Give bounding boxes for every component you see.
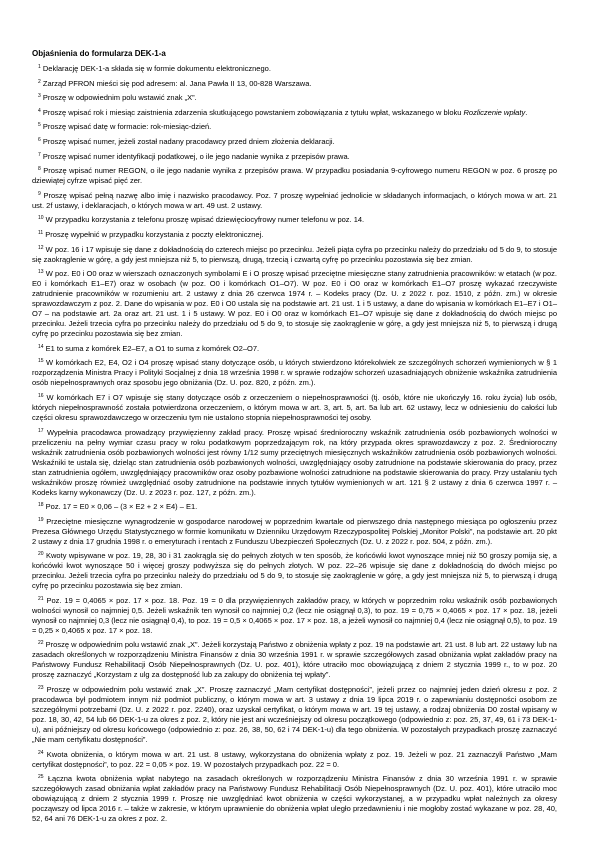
footnote-12	[32, 245, 557, 265]
footnote-text: W poz. E0 i O0 oraz w wierszach oznaczonych symbolami E i O proszę wpisać przeciętne miesięczne stany zatrudnienia pracowników: w etatach (w poz. E0 i komórkach E1–E7) oraz w osobach (w poz. O0 i komórkach O1–O7). W poz. E0 i O0 oraz w komórkach E1–O7 proszę wykazać rzeczywiste zatrudnienie pracowników w rozumieniu art. 2 ustawy z dnia 26 czerwca 1974 r. – Kodeks pracy (Dz. U. z 2022 r. poz. 1510, z późn. zm.) w okresie sprawozdawczym z poz. 2. Dane do wpisania w poz. E0 i O0 ustala się na podstawie art. 21 ust. 1 i 5 ustawy, a dane do wpisania w komórkach E1–E7 i O1–O7 – na podstawie art. 2a oraz art. 21 ust. 1 i 5 ustawy. W poz. E0 i O0 oraz w komórkach E1–O7 wpisuje się dane z dokładnością do dwóch miejsc po przecinku. Jeżeli trzecia cyfra po przecinku należy do przedziału od 5 do 9, to stosuje się zaokrąglenie w górę, a gdy jest mniejsza niż 5, to pierwszą i drugą cyfrę po przecinku pozostawia się bez zmian.	[32, 269, 557, 339]
footnote-text: W komórkach E2, E4, O2 i O4 proszę wpisać stany dotyczące osób, u których stwierdzono którekolwiek ze szczególnych schorzeń wymienionych w § 1 rozporządzenia Ministra Pracy i Polityki Socjalnej z dnia 18 września 1998 r. w sprawie rodzajów schorzeń uzasadniających obniżenie wskaźnika zatrudnienia osób niepełnosprawnych oraz sposobu jego obniżania (Dz. U. poz. 820, z późn. zm.).	[32, 358, 557, 388]
footnote-14	[32, 344, 557, 354]
footnote-text: Proszę wpisać numer, jeżeli został nadany pracodawcy przed dniem złożenia deklaracji.	[42, 136, 335, 146]
footnote-number: 25	[38, 774, 44, 781]
footnote-text: Proszę wpisać rok i miesiąc zaistnienia zdarzenia skutkującego powstaniem zobowiązania z tytułu wpłat, wskazanego w bloku	[42, 107, 464, 117]
footnotes-list	[32, 64, 557, 824]
footnote-number: 2	[38, 78, 41, 85]
footnote-22	[32, 640, 557, 680]
footnote-number: 22	[38, 640, 44, 647]
footnote-18	[32, 502, 557, 512]
footnote-3	[32, 93, 557, 103]
footnote-number: 20	[38, 551, 44, 558]
footnote-text: Zarząd PFRON mieści się pod adresem: al. Jana Pawła II 13, 00-828 Warszawa.	[42, 78, 312, 88]
footnote-21	[32, 596, 557, 636]
footnote-number: 18	[38, 502, 44, 509]
footnote-17	[32, 428, 557, 498]
footnote-number: 5	[38, 122, 41, 129]
footnote-text: Poz. 19 = 0,4065 × poz. 17 × poz. 18. Poz. 19 = 0 dla przywięziennych zakładów pracy, w których w poprzednim roku wskaźnik osób pozbawionych wolności wynosił co najmniej 0,5. Jeżeli wskaźnik ten wynosił co najmniej 0,2 (lecz nie osiągnął 0,3), to poz. 19 = 0,75 × 0,4065 × poz. 17 × poz. 18, jeżeli wynosił co najmniej 0,3 (lecz nie osiągnął 0,4), to poz. 19 = 0,5 × 0,4065 × poz. 17 × poz. 18, a jeżeli wynosił co najmniej 0,4 (lecz nie osiągnął 0,5), to poz. 19 = 0,25 × 0,4065 x poz. 17 × poz. 18.	[32, 595, 557, 635]
footnote-number: 15	[38, 358, 44, 365]
footnote-9	[32, 191, 557, 211]
footnote-number: 14	[38, 343, 44, 350]
footnote-20	[32, 551, 557, 591]
footnote-text: E1 to suma z komórek E2–E7, a O1 to suma z komórek O2–O7.	[45, 343, 260, 353]
footnote-7	[32, 152, 557, 162]
footnote-4	[32, 108, 557, 118]
footnote-number: 16	[38, 392, 44, 399]
footnote-text: Kwoty wpisywane w poz. 19, 28, 30 i 31 zaokrągla się do pełnych złotych w ten sposób, że końcówki kwot wynoszące mniej niż 50 groszy pomija się, a końcówki kwot wynoszące 50 i więcej groszy podwyższa się do pełnych złotych. W poz. 22–26 wpisuje się dane z dokładnością do dwóch miejsc po przecinku. Jeżeli trzecia cyfra po przecinku należy do przedziału od 5 do 9, to stosuje się zaokrąglenie w górę, a gdy jest mniejsza niż 5, to pierwszą i drugą cyfrę po przecinku pozostawia się bez zmian.	[32, 551, 557, 591]
footnote-text: Proszę wpisać numer identyfikacji podatkowej, o ile jego nadanie wynika z przepisów prawa.	[42, 151, 350, 161]
footnote-13	[32, 269, 557, 339]
footnote-text: Łączna kwota obniżenia wpłat nabytego na zasadach określonych w rozporządzeniu Ministra Finansów z dnia 30 września 1991 r. w sprawie szczegółowych zasad obniżania wpłat zakładów pracy na Państwowy Fundusz Rehabilitacji Osób Niepełnosprawnych (Dz. U. poz. 401), które utraciło moc obowiązującą z dniem 2 stycznia 1999 r. Proszę nie uwzględniać kwot obniżenia w części wykorzystanej, a w przypadku wpłat należnych za okresy począwszy od lipca 2016 r. – także w zakresie, w którym uprawnienie do obniżenia wpłat uległo przedawnieniu i nie mogłoby zostać wykazane w poz. 28, 40, 52, 64 ani 76 DEK-1-u za okres z poz. 2.	[32, 774, 557, 824]
footnote-number: 23	[38, 685, 44, 692]
footnote-number: 6	[38, 136, 41, 143]
footnote-text: .	[525, 107, 528, 117]
footnote-number: 1	[38, 64, 41, 70]
footnote-number: 7	[38, 151, 41, 158]
footnote-15	[32, 358, 557, 388]
footnote-number: 17	[38, 427, 44, 434]
footnote-number: 24	[38, 749, 44, 756]
footnote-text: Proszę wpisać datę w formacie: rok-miesiąc-dzień.	[42, 122, 212, 132]
footnote-text: W komórkach E7 i O7 wpisuje się stany dotyczące osób z orzeczeniem o niepełnosprawności (tj. osób, które nie ukończyły 16. roku życia) lub osób, których niepełnosprawność została potwierdzona orzeczeniem, o którym mowa w art. 3, art. 5, art. 5a lub art. 62 ustawy, lecz w odniesieniu do całości lub części okresu sprawozdawczego w orzeczeniu tym nie ustalono stopnia niepełnosprawności tej osoby.	[32, 392, 557, 422]
footnote-text: Wypełnia pracodawca prowadzący przywięzienny zakład pracy. Proszę wpisać średnioroczny wskaźnik zatrudnienia osób pozbawionych wolności w przeliczeniu na pełny wymiar czasu pracy w roku podatkowym poprzedzającym rok, na który przypada okres sprawozdawczy z poz. 2. Średnioroczny wskaźnik zatrudnienia osób pozbawionych wolności jest równy 1/12 sumy przeciętnych miesięcznych wskaźników zatrudnienia osób pozbawionych wolności. Wskaźniki te ustala się, dzieląc stan zatrudnienia osób pozbawionych wolności, uwzględniający osoby zatrudnione na podstawie skierowania do pracy, przez stan zatrudnienia ogółem, uwzględniający pracowników oraz osoby pozbawione wolności zatrudnione na podstawie skierowania do pracy. Przy ustalaniu tych wskaźników proszę również uwzględniać osoby zatrudnione na podstawie innych tytułów wymienionych w art. 121 § 2 ustawy z dnia 6 czerwca 1997 r. – Kodeks karny wykonawczy (Dz. U. z 2023 r. poz. 127, z późn. zm.).	[32, 427, 557, 497]
footnote-text: Poz. 17 = E0 × 0,06 – (3 × E2 + 2 × E4) – E1.	[45, 502, 198, 512]
footnote-number: 19	[38, 516, 44, 523]
footnote-text: Kwota obniżenia, o którym mowa w art. 21 ust. 8 ustawy, wykorzystana do obniżenia wpłaty z poz. 19. Jeżeli w poz. 21 zaznaczyli Państwo „Mam certyfikat dostępności”, to poz. 22 = 0,05 × poz. 19. W pozostałych przypadkach poz. 22 = 0.	[32, 749, 557, 769]
footnote-text: Proszę wpisać numer REGON, o ile jego nadanie wynika z przepisów prawa. W przypadku posiadania 9-cyfrowego numeru REGON w poz. 6 proszę po dziewiątej cyfrze wpisać pięć zer.	[32, 166, 557, 186]
footnote-text: Proszę wypełnić w przypadku korzystania z poczty elektronicznej.	[45, 229, 264, 239]
footnote-number: 21	[38, 595, 44, 602]
footnote-number: 13	[38, 269, 44, 276]
footnote-2	[32, 79, 557, 89]
footnote-text: Proszę w odpowiednim polu wstawić znak „X”.	[42, 93, 197, 103]
footnote-text: W przypadku korzystania z telefonu proszę wpisać dziewięciocyfrowy numer telefonu w poz. 14.	[45, 215, 365, 225]
footnote-10	[32, 215, 557, 225]
footnote-number: 10	[38, 215, 44, 222]
footnote-number: 8	[38, 166, 41, 173]
footnote-text: Przeciętne miesięczne wynagrodzenie w gospodarce narodowej w poprzednim kwartale od pierwszego dnia następnego miesiąca po ogłoszeniu przez Prezesa Głównego Urzędu Statystycznego w formie komunikatu w Dzienniku Urzędowym Rzeczypospolitej Polskiej „Monitor Polski”, na podstawie art. 20 pkt 2 ustawy z dnia 17 grudnia 1998 r. o emeryturach i rentach z Funduszu Ubezpieczeń Społecznych (Dz. U. z 2022 r. poz. 504, z późn. zm.).	[32, 516, 557, 546]
footnote-5	[32, 122, 557, 132]
footnote-text: Deklarację DEK-1-a składa się w formie dokumentu elektronicznego.	[42, 64, 271, 73]
footnote-number: 4	[38, 107, 41, 114]
footnote-text-italic: Rozliczenie wpłaty	[463, 107, 526, 117]
footnote-text: Proszę wpisać pełną nazwę albo imię i nazwisko pracodawcy. Poz. 7 proszę wypełniać jednolicie w składanych informacjach, o których mowa w art. 21 ust. 2f ustawy, i deklaracjach, o których mowa w art. 49 ust. 2 ustawy.	[32, 190, 557, 210]
footnote-1	[32, 64, 557, 74]
footnote-text: Proszę w odpowiednim polu wstawić znak „X”. Proszę zaznaczyć „Mam certyfikat dostępności”, jeżeli przez co najmniej jeden dzień okresu z poz. 2 pracodawca był podmiotem innym niż podmiot publiczny, o którym mowa w art. 3 ustawy z dnia 19 lipca 2019 r. o zapewnianiu dostępności osobom ze szczególnymi potrzebami (Dz. U. z 2022 r. poz. 2240), oraz uzyskał certyfikat, o którym mowa w art. 19 tej ustawy, a rodzaj obniżenia D0 został wpisany w poz. 18, 30, 42, 54 lub 66 DEK-1-u za okres z poz. 2, który nie jest ani wcześniejszy od okresu początkowego (odpowiednio z: poz. 25, 37, 49, 61 i 73 DEK-1-u), ani późniejszy od okresu końcowego (odpowiednio z: poz. 26, 38, 50, 62 i 74 DEK-1-u) dla tego obniżenia. W pozostałych przypadkach proszę zaznaczyć „Nie mam certyfikatu dostępności”.	[32, 685, 558, 745]
footnote-6	[32, 137, 557, 147]
footnote-25	[32, 774, 557, 824]
footnote-11	[32, 230, 557, 240]
page-title: Objaśnienia do formularza DEK-1-a	[32, 49, 166, 58]
footnote-number: 12	[38, 244, 44, 251]
footnote-16	[32, 393, 557, 423]
footnote-text: W poz. 16 i 17 wpisuje się dane z dokładnością do czterech miejsc po przecinku. Jeżeli piąta cyfra po przecinku należy do przedziału od 5 do 9, to stosuje się zaokrąglenie w górę, a gdy jest mniejsza niż 5, to pierwszą, drugą, trzecią i czwartą cyfrę po przecinku pozostawia się bez zmian.	[32, 244, 557, 264]
footnote-text: Proszę w odpowiednim polu wstawić znak „X”. Jeżeli korzystają Państwo z obniżenia wpłaty z poz. 19 na podstawie art. 21 ust. 8 lub art. 22 ustawy lub na zasadach określonych w rozporządzeniu Ministra Finansów z dnia 30 września 1991 r. w sprawie szczegółowych zasad obniżania wpłat zakładów pracy na Państwowy Fundusz Rehabilitacji Osób Niepełnosprawnych (Dz. U. poz. 401), które utraciło moc obowiązującą z dniem 2 stycznia 1999 r., to w poz. 20 proszę zaznaczyć „Korzystam z ulg za dostępność lub za zakupy do obniżenia tej wpłaty”.	[32, 640, 557, 680]
footnote-23	[32, 685, 557, 745]
footnote-19	[32, 517, 557, 547]
footnote-8	[32, 166, 557, 186]
footnote-number: 9	[38, 190, 41, 197]
footnote-number: 3	[38, 93, 41, 100]
footnote-number: 11	[38, 229, 44, 236]
footnote-24	[32, 750, 557, 770]
